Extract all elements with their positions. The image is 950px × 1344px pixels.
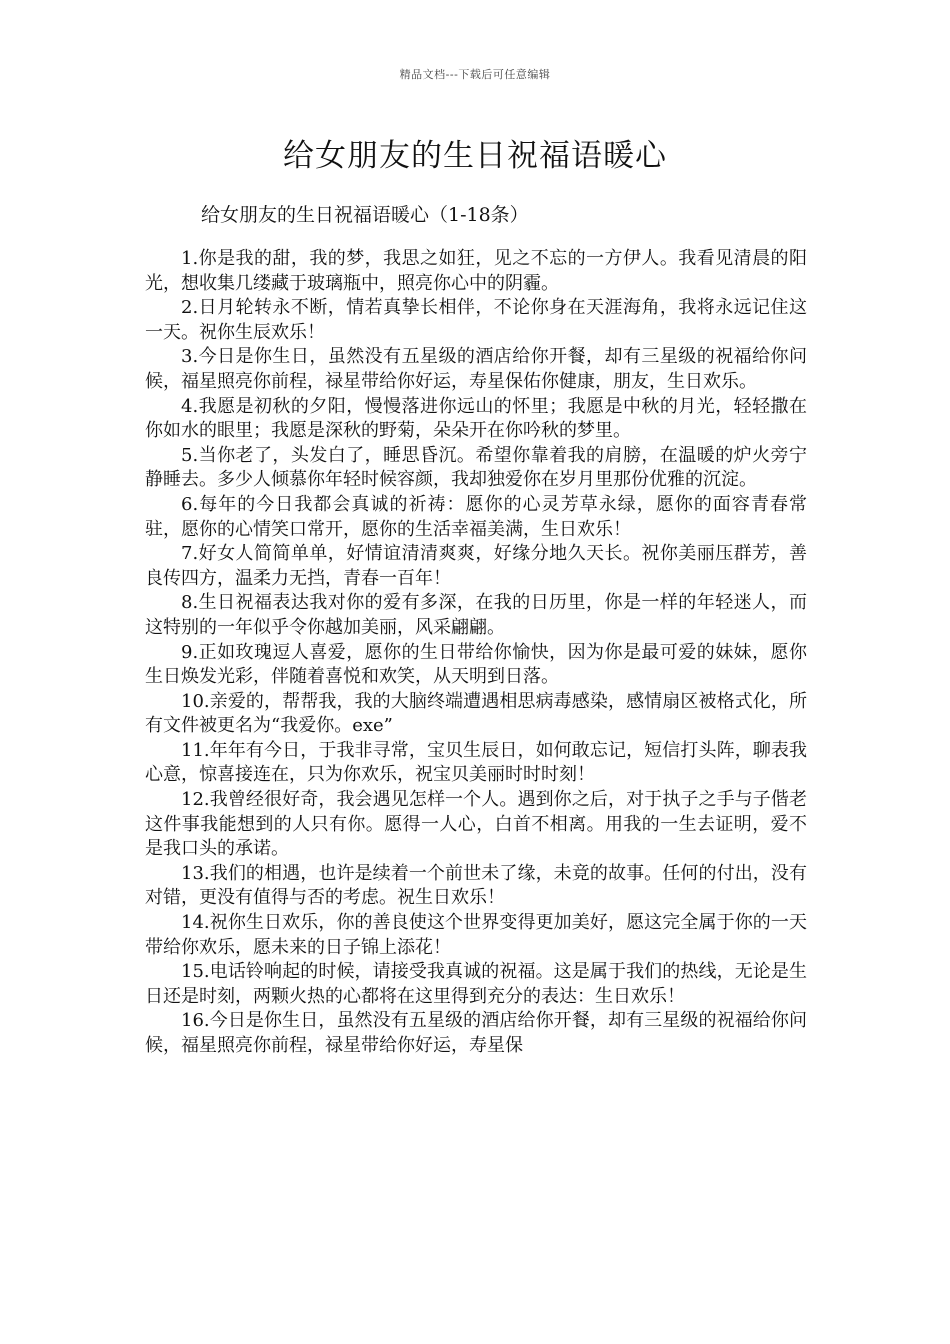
paragraph: 10.亲爱的，帮帮我，我的大脑终端遭遇相思病毒感染，感情扇区被格式化，所有文件被更名为“我爱你。exe” bbox=[145, 690, 807, 737]
paragraph: 4.我愿是初秋的夕阳，慢慢落进你远山的怀里；我愿是中秋的月光，轻轻撒在你如水的眼里；我愿是深秋的野菊，朵朵开在你吟秋的梦里。 bbox=[145, 395, 807, 442]
paragraph: 6.每年的今日我都会真诚的祈祷：愿你的心灵芳草永绿，愿你的面容青春常驻，愿你的心情笑口常开，愿你的生活幸福美满，生日欢乐！ bbox=[145, 493, 807, 540]
paragraph: 14.祝你生日欢乐，你的善良使这个世界变得更加美好，愿这完全属于你的一天带给你欢乐，愿未来的日子锦上添花！ bbox=[145, 912, 807, 958]
header-note: 精品文档---下载后可任意编辑 bbox=[399, 68, 551, 81]
paragraph: 5.当你老了，头发白了，睡思昏沉。希望你靠着我的肩膀，在温暖的炉火旁宁静睡去。多少人倾慕你年轻时候容颜，我却独爱你在岁月里那份优雅的沉淀。 bbox=[145, 444, 807, 491]
paragraph: 9.正如玫瑰逗人喜爱，愿你的生日带给你愉快，因为你是最可爱的妹妹，愿你生日焕发光彩，伴随着喜悦和欢笑，从天明到日落。 bbox=[145, 641, 807, 688]
paragraph: 7.好女人简简单单，好情谊清清爽爽，好缘分地久天长。祝你美丽压群芳，善良传四方，温柔力无挡，青春一百年！ bbox=[145, 543, 807, 589]
paragraph: 1.你是我的甜，我的梦，我思之如狂，见之不忘的一方伊人。我看见清晨的阳光，想收集几缕藏于玻璃瓶中，照亮你心中的阴霾。 bbox=[145, 248, 807, 294]
paragraph: 13.我们的相遇，也许是续着一个前世未了缘，未竟的故事。任何的付出，没有对错，更没有值得与否的考虑。祝生日欢乐！ bbox=[145, 862, 807, 909]
paragraph: 8.生日祝福表达我对你的爱有多深，在我的日历里，你是一样的年轻迷人，而这特别的一年似乎令你越加美丽，风采翩翩。 bbox=[145, 592, 807, 638]
document-subtitle: 给女朋友的生日祝福语暖心（1-18条） bbox=[201, 204, 529, 226]
document-body bbox=[145, 247, 807, 1059]
paragraph: 15.电话铃响起的时候，请接受我真诚的祝福。这是属于我们的热线，无论是生日还是时刻，两颗火热的心都将在这里得到充分的表达：生日欢乐！ bbox=[145, 961, 807, 1007]
document-title: 给女朋友的生日祝福语暖心 bbox=[283, 138, 667, 174]
paragraph: 2.日月轮转永不断，情若真挚长相伴，不论你身在天涯海角，我将永远记住这一天。祝你生辰欢乐！ bbox=[145, 297, 807, 343]
paragraph: 16.今日是你生日，虽然没有五星级的酒店给你开餐，却有三星级的祝福给你问候，福星照亮你前程，禄星带给你好运，寿星保 bbox=[145, 1010, 807, 1056]
paragraph: 11.年年有今日，于我非寻常，宝贝生辰日，如何敢忘记，短信打头阵，聊表我心意，惊喜接连在，只为你欢乐，祝宝贝美丽时时时刻！ bbox=[145, 739, 807, 786]
paragraph: 12.我曾经很好奇，我会遇见怎样一个人。遇到你之后，对于执子之手与子偕老这件事我能想到的人只有你。愿得一人心，白首不相离。用我的一生去证明，爱不是我口头的承诺。 bbox=[145, 789, 807, 860]
paragraph: 3.今日是你生日，虽然没有五星级的酒店给你开餐，却有三星级的祝福给你问候，福星照亮你前程，禄星带给你好运，寿星保佑你健康，朋友，生日欢乐。 bbox=[145, 346, 807, 392]
